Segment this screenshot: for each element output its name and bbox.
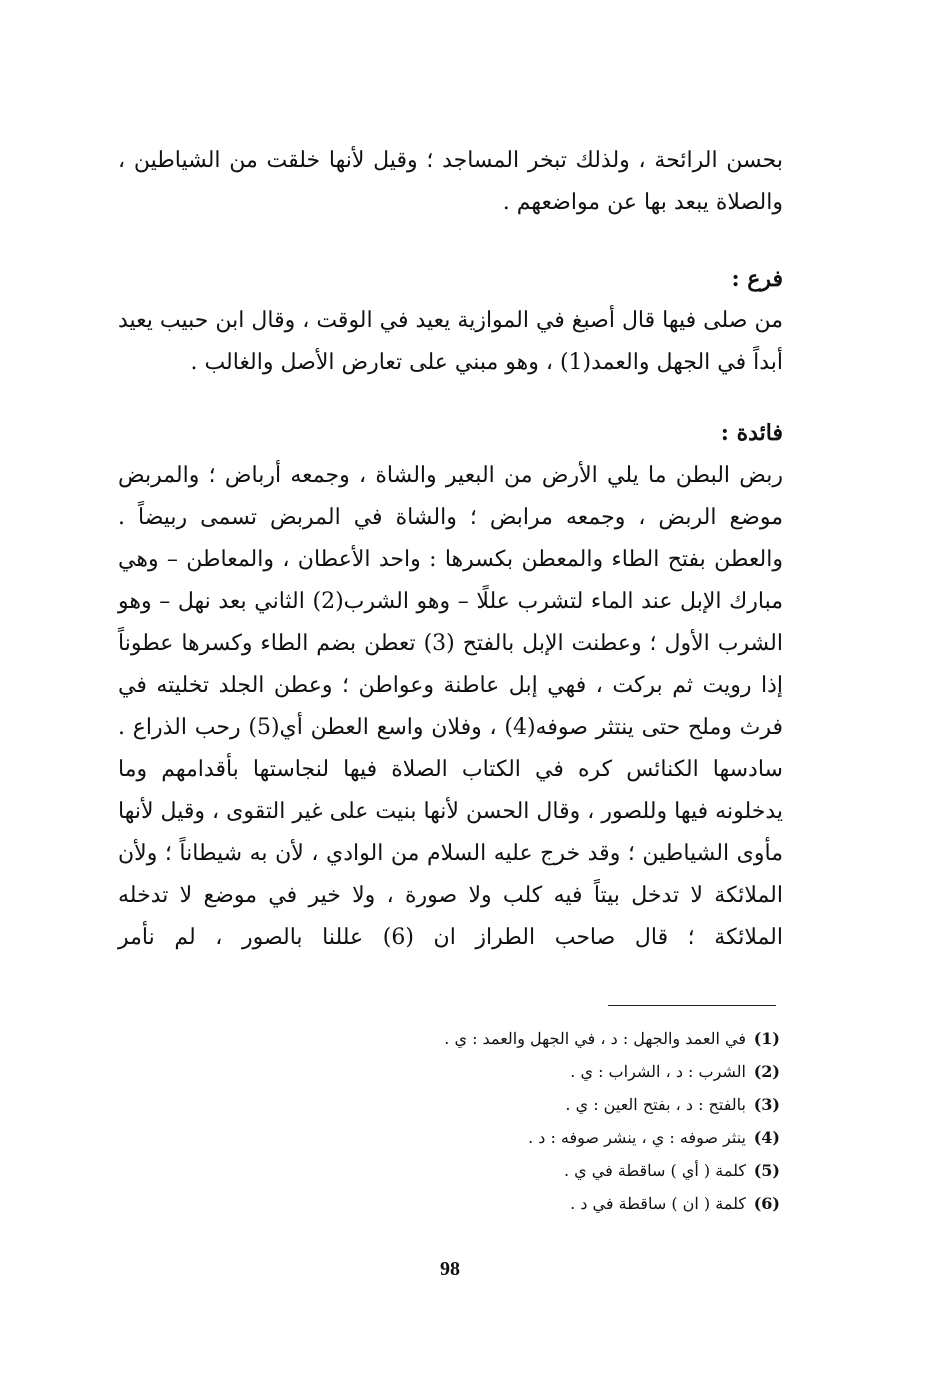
- paragraph-far: من صلى فيها قال أصبغ في الموازية يعيد في الوقت ، وقال ابن حبيب يعيد أبداً في الجهل والعمد(1) ، وهو مبني على تعارض الأصل والغالب .: [118, 308, 783, 375]
- heading-far: فرع :: [731, 266, 783, 292]
- heading-faida: فائدة :: [720, 420, 783, 446]
- page-number: 98: [440, 1258, 460, 1280]
- paragraph-faida: ربض البطن ما يلي الأرض من البعير والشاة ، وجمعه أرباض ؛ والمربض موضع الربض ، وجمعه مرابض ؛ والشاة في المربض تسمى ربيضاً . والعطن بفتح الطاء والمعطن بكسرها : واحد الأعطان ، والمعاطن – وهي مبارك الإبل عند الماء لتشرب عللًا – وهو الشرب(2) الثاني بعد نهل – وهو الشرب الأول ؛ وعطنت الإبل بالفتح (3) تعطن بضم الطاء وكسرها عطوناً إذا رويت ثم بركت ، فهي إبل عاطنة وعواطن ؛ وعطن الجلد تخليته في فرث وملح حتى ينتثر صوفه(4) ، وفلان واسع العطن أي(5) رحب الذراع . سادسها الكنائس كره في الكتاب الصلاة فيها لنجاستها بأقدامهم وما يدخلونه فيها وللصور ، وقال الحسن لأنها بنيت على غير التقوى ، وقيل لأنها مأوى الشياطين ؛ وقد خرج عليه السلام من الوادي ، لأن به شيطاناً ؛ ولأن الملائكة لا تدخل بيتاً فيه كلب ولا صورة ، ولا خير في موضع لا تدخله الملائكة ؛ قال صاحب الطراز ان (6) عللنا بالصور ، لم نأمر: [118, 463, 783, 950]
- footnote-4: (4)ينثر صوفه : ي ، ينشر صوفه : د .: [528, 1128, 780, 1147]
- footnotes: [300, 1022, 780, 1220]
- footnote-3: (3)بالفتح : د ، بفتح العين : ي .: [565, 1095, 780, 1114]
- footnote-1: (1)في العمد والجهل : د ، في الجهل والعمد : ي .: [444, 1029, 780, 1048]
- paragraph-intro: بحسن الرائحة ، ولذلك تبخر المساجد ؛ وقيل لأنها خلقت من الشياطين ، والصلاة يبعد بها عن مواضعهم .: [118, 148, 783, 215]
- footnote-6: (6)كلمة ( ان ) ساقطة في د .: [570, 1194, 780, 1213]
- footnote-2: (2)الشرب : د ، الشراب : ي .: [570, 1062, 780, 1081]
- footnote-5: (5)كلمة ( أي ) ساقطة في ي .: [563, 1161, 780, 1180]
- footnote-divider: [608, 1005, 776, 1006]
